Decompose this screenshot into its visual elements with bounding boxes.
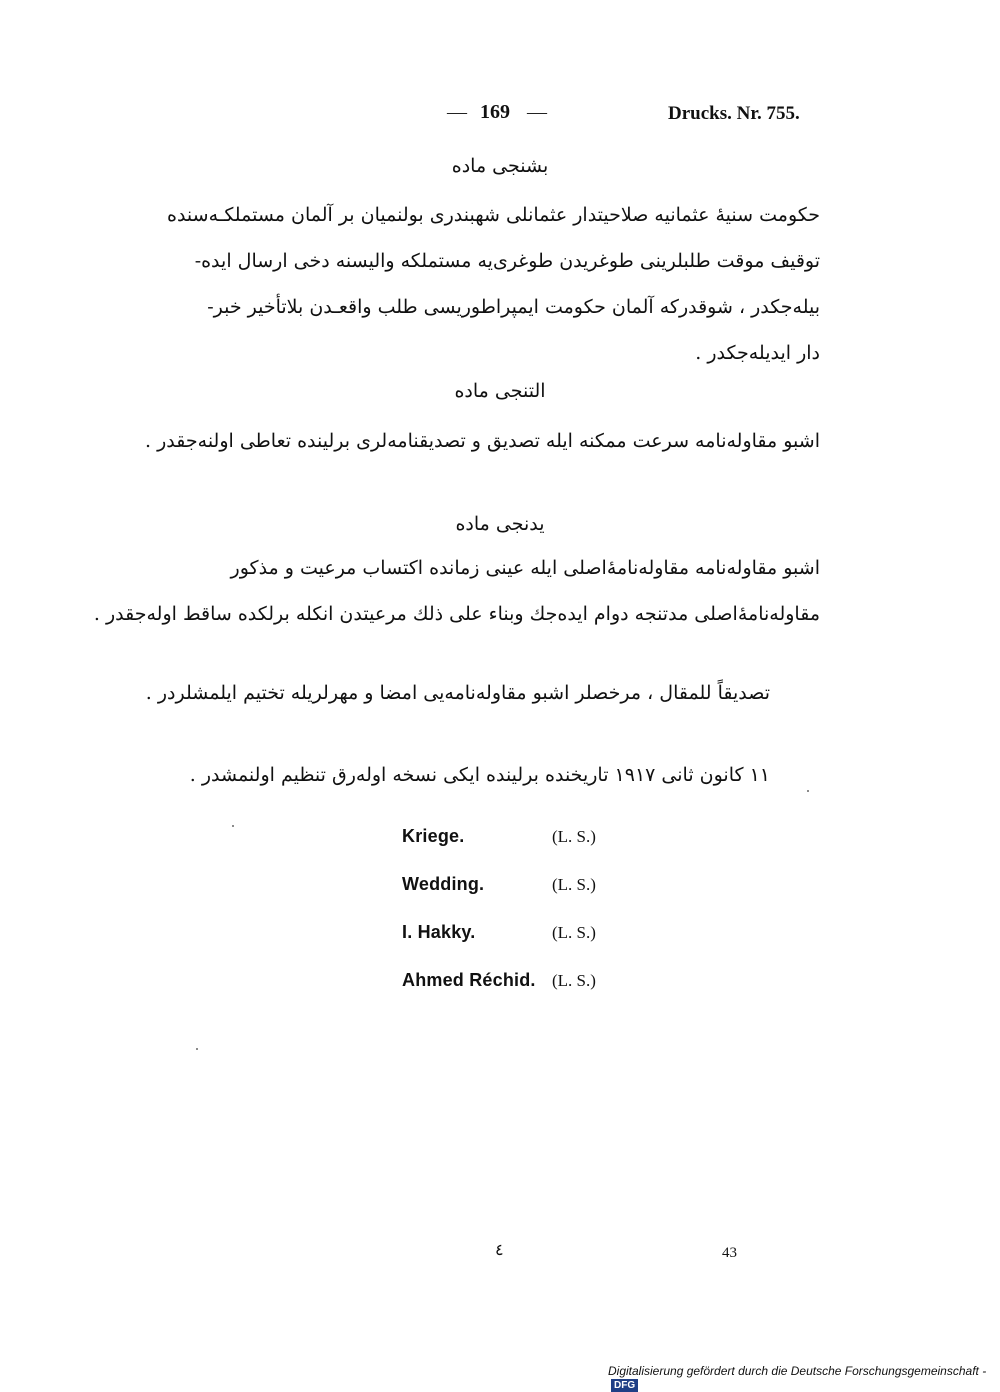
scan-speck xyxy=(807,790,809,792)
dfg-credit-text: Digitalisierung gefördert durch die Deutsche Forschungsgemeinschaft - xyxy=(608,1364,987,1378)
scan-speck xyxy=(232,825,234,827)
article5-heading: بشنجی ماده xyxy=(451,155,549,177)
signature-row xyxy=(402,826,662,874)
article5-line-1: حکومت سنیهٔ عثمانیه صلاحیتدار عثمانلی شهبندری بولنمیان بر آلمان مستملکـه‌سنده xyxy=(166,204,820,226)
scan-speck xyxy=(196,1048,198,1050)
article5-text xyxy=(166,192,820,376)
signature-row xyxy=(402,970,662,1018)
article5-line-2: توقیف موقت طلبلرینی طوغریدن طوغری‌یه مستملکه والیسنه دخی ارسال ایده‌- xyxy=(194,250,820,272)
article7-heading: یدنجی ماده xyxy=(455,513,545,535)
article5-line-4: دار ایدیله‌جکدر . xyxy=(695,342,820,364)
signature-block xyxy=(402,826,662,1018)
article6-heading: التنجی ماده xyxy=(454,380,546,402)
dated-line: ١١ کانون ثانی ١٩١٧ تاریخنده برلینده ایکی نسخه اوله‌رق تنظیم اولنمشدر . xyxy=(189,764,770,786)
dated-text xyxy=(189,752,770,798)
signature-row xyxy=(402,874,662,922)
signatory-name: Kriege. xyxy=(402,826,465,846)
article7-line-1: اشبو مقاوله‌نامه مقاوله‌نامهٔ‌اصلی ایله عینی زمانده اکتساب مرعیت و مذکور xyxy=(230,557,820,579)
dfg-logo-icon: DFG xyxy=(611,1379,638,1392)
sheet-number: 43 xyxy=(722,1245,737,1261)
seal-mark: (L. S.) xyxy=(552,827,596,846)
signatory-name: Wedding. xyxy=(402,874,485,894)
article7-line-2: مقاوله‌نامهٔ‌اصلی مدتنجه دوام ایده‌جك وبناء علی ذلك مرعیتدن انکله برلکده ساقط اوله‌جقدر . xyxy=(93,603,820,625)
signatory-name: I. Hakky. xyxy=(402,922,476,942)
seal-mark: (L. S.) xyxy=(552,875,596,894)
dfg-credit xyxy=(608,1364,1000,1392)
seal-mark: (L. S.) xyxy=(552,923,596,942)
article6-line-1: اشبو مقاوله‌نامه سرعت ممکنه ایله تصدیق و تصدیقنامه‌لری برلینده تعاطی اولنه‌جقدر . xyxy=(145,430,820,452)
seal-mark: (L. S.) xyxy=(552,971,596,990)
signature-row xyxy=(402,922,662,970)
signature-mark: ٤ xyxy=(495,1240,504,1259)
signatory-name: Ahmed Réchid. xyxy=(402,970,536,990)
page-number: 169 xyxy=(480,101,510,123)
header-dash-right: — xyxy=(527,101,547,123)
article5-line-3: بیله‌جکدر ، شوقدرکه آلمان حکومت ایمپراطوریسی طلب واقعـدن بلاتأخیر خبر- xyxy=(207,296,820,318)
header-dash-left: — xyxy=(447,101,467,123)
attestation-text xyxy=(145,670,770,716)
print-reference: Drucks. Nr. 755. xyxy=(668,103,800,124)
article6-text xyxy=(145,418,820,464)
article7-text xyxy=(93,545,820,637)
attestation-line: تصدیقاً للمقال ، مرخصلر اشبو مقاوله‌نامه‌یی امضا و مهرلریله تختیم ایلمشلردر . xyxy=(145,682,770,704)
